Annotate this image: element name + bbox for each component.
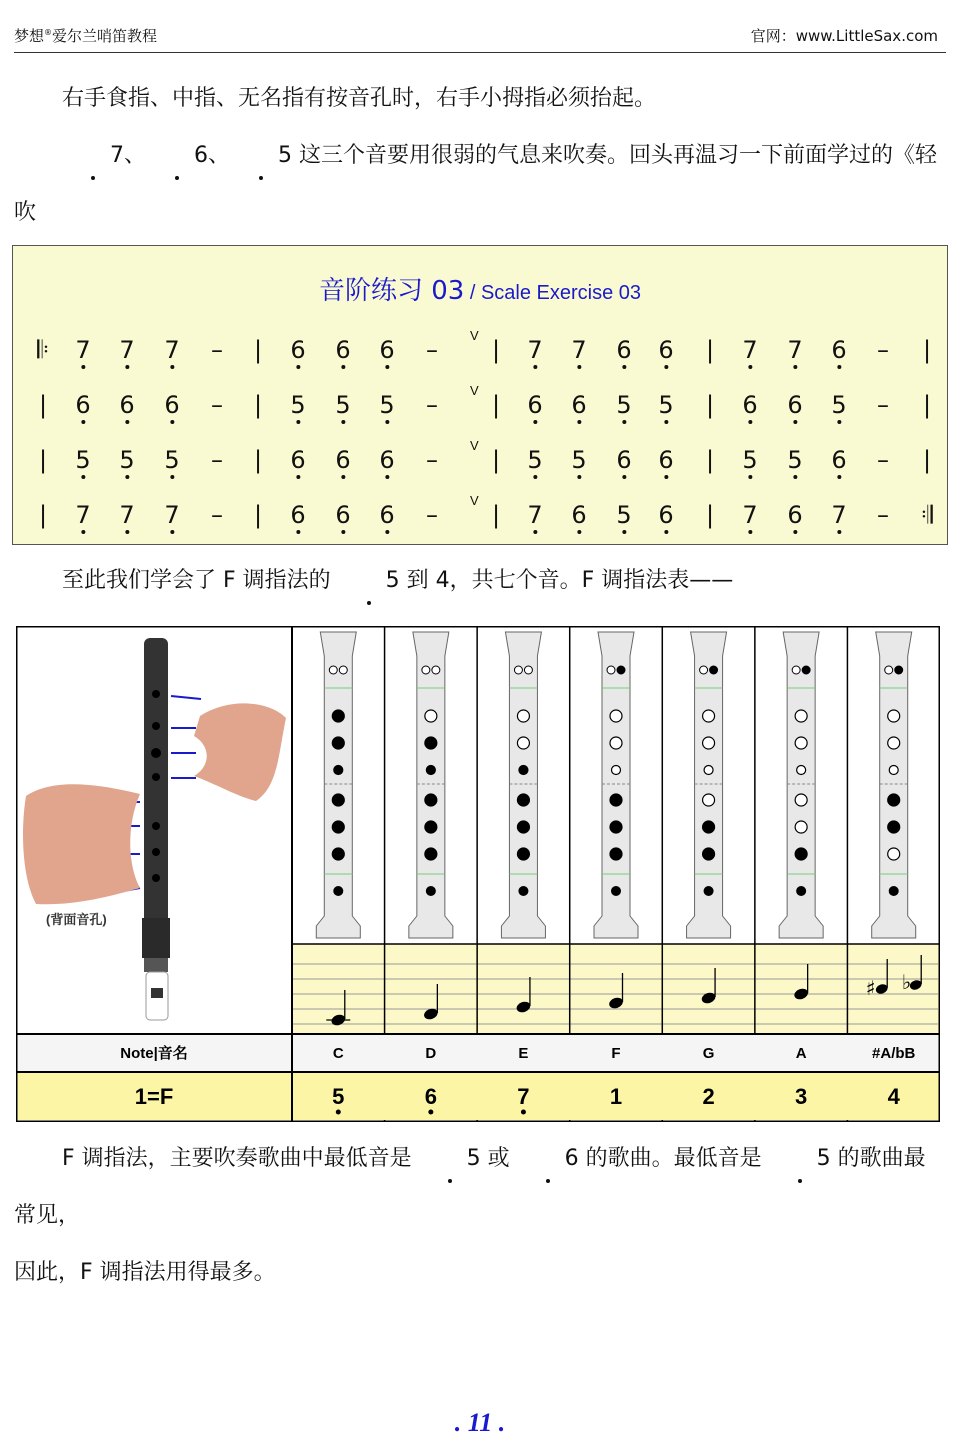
notation-note: 7 bbox=[742, 336, 757, 364]
notation-barline: | bbox=[705, 391, 715, 419]
low-octave-dot bbox=[521, 1110, 526, 1115]
notation-note: 5 bbox=[119, 446, 134, 474]
low-octave-dot bbox=[296, 475, 300, 479]
low-octave-dot bbox=[336, 1110, 341, 1115]
low-octave-dot bbox=[837, 475, 841, 479]
back-hole-icon bbox=[889, 886, 899, 896]
low-octave-dot bbox=[837, 365, 841, 369]
note-name: G bbox=[702, 1045, 715, 1062]
low-octave-dot bbox=[837, 420, 841, 424]
open-hole-icon bbox=[888, 710, 900, 722]
page-number: . 11 . bbox=[454, 1408, 506, 1437]
notation-note: 6 bbox=[379, 446, 394, 474]
notation-note: 5 bbox=[75, 446, 90, 474]
back-hole-icon bbox=[518, 886, 528, 896]
notation-barline: | bbox=[38, 446, 48, 474]
notation-note: 6 bbox=[379, 501, 394, 529]
open-hole-icon bbox=[795, 710, 807, 722]
low-octave-dot bbox=[296, 530, 300, 534]
closed-hole-icon bbox=[425, 821, 437, 833]
open-hole-icon bbox=[704, 766, 713, 775]
thumb-hole-icon bbox=[607, 666, 615, 674]
closed-hole-icon bbox=[425, 737, 437, 749]
closed-hole-icon bbox=[610, 794, 622, 806]
thumb-hole-icon bbox=[792, 666, 800, 674]
whistle-body bbox=[144, 638, 168, 928]
low-octave-dot bbox=[577, 475, 581, 479]
closed-hole-icon bbox=[703, 821, 715, 833]
notation-note: 6 bbox=[831, 336, 846, 364]
low-octave-dot bbox=[748, 420, 752, 424]
low-octave-dot bbox=[622, 365, 626, 369]
open-hole-icon bbox=[889, 766, 898, 775]
notation-note: 5 bbox=[616, 391, 631, 419]
back-hole-icon bbox=[426, 886, 436, 896]
closed-hole-icon bbox=[888, 821, 900, 833]
closed-hole-icon bbox=[888, 794, 900, 806]
open-hole-icon bbox=[797, 766, 806, 775]
jianpu-number: 7 bbox=[517, 1084, 530, 1109]
low-octave-dot bbox=[533, 420, 537, 424]
breath-mark: V bbox=[470, 383, 479, 398]
low-octave-dot bbox=[341, 365, 345, 369]
sharp-sign: ♯ bbox=[865, 976, 876, 1000]
photo-hole-4 bbox=[152, 822, 160, 830]
notation-barline: | bbox=[491, 336, 501, 364]
notation-note: 5 bbox=[290, 391, 305, 419]
notation-note: 6 bbox=[616, 446, 631, 474]
low-octave-dot bbox=[577, 530, 581, 534]
notation-note: 7 bbox=[75, 336, 90, 364]
closed-hole-icon bbox=[332, 848, 344, 860]
closed-hole-icon bbox=[610, 821, 622, 833]
thumb-hole-icon bbox=[339, 666, 347, 674]
notation-note: 5 bbox=[164, 446, 179, 474]
low-octave-dot bbox=[170, 420, 174, 424]
notation-note: 6 bbox=[527, 391, 542, 419]
low-octave-dot bbox=[81, 420, 85, 424]
closed-hole-icon bbox=[332, 794, 344, 806]
notation-note: 7 bbox=[742, 501, 757, 529]
notation-note: 6 bbox=[164, 391, 179, 419]
notation-barline: | bbox=[253, 336, 263, 364]
open-hole-icon bbox=[795, 821, 807, 833]
jianpu-number: 4 bbox=[887, 1084, 900, 1109]
scale-exercise-box bbox=[12, 245, 948, 545]
low-octave-dot bbox=[81, 365, 85, 369]
open-hole-icon bbox=[517, 737, 529, 749]
low-octave-dot bbox=[296, 365, 300, 369]
notation-barline: | bbox=[253, 501, 263, 529]
low-octave-dot bbox=[622, 530, 626, 534]
notation-dash: – bbox=[426, 391, 438, 419]
open-hole-icon bbox=[610, 710, 622, 722]
thumb-hole-icon bbox=[895, 666, 903, 674]
notation-note: 5 bbox=[742, 446, 757, 474]
notation-note: 7 bbox=[831, 501, 846, 529]
notation-note: 5 bbox=[527, 446, 542, 474]
flat-sign: ♭ bbox=[901, 970, 912, 994]
fingering-chart bbox=[16, 626, 940, 1122]
notation-note: 6 bbox=[119, 391, 134, 419]
back-hole-icon bbox=[704, 886, 714, 896]
notation-barline: 𝄇 bbox=[921, 501, 933, 529]
notation-dash: – bbox=[426, 446, 438, 474]
notation-barline: | bbox=[922, 391, 932, 419]
note-name: #A/bB bbox=[872, 1045, 916, 1062]
paragraph-summary: 至此我们学会了 F 调指法的 5 到 4，共七个音。F 调指法表—— bbox=[14, 552, 942, 609]
low-octave-dot bbox=[170, 365, 174, 369]
low-octave-dot bbox=[664, 530, 668, 534]
notation-note: 5 bbox=[831, 391, 846, 419]
notation-note: 6 bbox=[335, 336, 350, 364]
notation-note: 7 bbox=[527, 501, 542, 529]
notation-note: 5 bbox=[379, 391, 394, 419]
notation-note: 7 bbox=[571, 336, 586, 364]
notation-note: 7 bbox=[119, 501, 134, 529]
notation-barline: | bbox=[38, 501, 48, 529]
low-octave-dot bbox=[125, 420, 129, 424]
low-octave-dot bbox=[622, 420, 626, 424]
notation-dash: – bbox=[211, 336, 223, 364]
thumb-hole-icon bbox=[617, 666, 625, 674]
closed-hole-icon bbox=[332, 737, 344, 749]
closed-hole-icon bbox=[517, 848, 529, 860]
notation-note: 7 bbox=[164, 336, 179, 364]
thumb-hole-icon bbox=[432, 666, 440, 674]
thumb-hole-icon bbox=[700, 666, 708, 674]
notation-dash: – bbox=[877, 446, 889, 474]
open-hole-icon bbox=[425, 710, 437, 722]
thumb-hole-icon bbox=[329, 666, 337, 674]
notation-barline: | bbox=[38, 391, 48, 419]
open-hole-icon bbox=[610, 737, 622, 749]
low-octave-dot bbox=[81, 530, 85, 534]
notation-note: 6 bbox=[335, 446, 350, 474]
notation-note: 6 bbox=[335, 501, 350, 529]
low-octave-dot bbox=[385, 420, 389, 424]
notation-dash: – bbox=[877, 501, 889, 529]
notation-note: 6 bbox=[831, 446, 846, 474]
closed-hole-icon bbox=[425, 848, 437, 860]
notation-barline: | bbox=[922, 336, 932, 364]
low-octave-dot bbox=[341, 475, 345, 479]
low-octave-dot bbox=[533, 530, 537, 534]
whistle-window bbox=[151, 988, 163, 998]
notation-note: 6 bbox=[75, 391, 90, 419]
closed-hole-icon bbox=[517, 794, 529, 806]
notation-note: 6 bbox=[787, 391, 802, 419]
header-divider bbox=[14, 52, 946, 53]
notation-dash: – bbox=[426, 336, 438, 364]
notation-barline: | bbox=[491, 446, 501, 474]
low-octave-dot bbox=[385, 475, 389, 479]
notation-barline: | bbox=[705, 336, 715, 364]
header-brand: 梦想®爱尔兰哨笛教程 bbox=[14, 27, 158, 45]
closed-hole-icon bbox=[610, 848, 622, 860]
low-octave-dot bbox=[125, 475, 129, 479]
notation-note: 5 bbox=[571, 446, 586, 474]
low-octave-dot bbox=[793, 420, 797, 424]
paragraph-right-hand: 右手食指、中指、无名指有按音孔时，右手小拇指必须抬起。 bbox=[62, 86, 657, 111]
back-hole-icon bbox=[796, 886, 806, 896]
open-hole-icon bbox=[795, 737, 807, 749]
notation-note: 6 bbox=[658, 501, 673, 529]
jianpu-number: 6 bbox=[424, 1084, 437, 1109]
jianpu-number: 5 bbox=[332, 1084, 345, 1109]
notation-note: 6 bbox=[787, 501, 802, 529]
low-octave-dot bbox=[533, 365, 537, 369]
notation-barline: | bbox=[705, 501, 715, 529]
back-hole-icon bbox=[611, 886, 621, 896]
breath-mark: V bbox=[470, 493, 479, 508]
notation-note: 6 bbox=[571, 391, 586, 419]
left-hand bbox=[23, 784, 140, 904]
low-octave-dot bbox=[170, 475, 174, 479]
notation-note: 5 bbox=[658, 391, 673, 419]
low-octave-dot bbox=[664, 365, 668, 369]
low-octave-dot bbox=[385, 530, 389, 534]
notation-note: 7 bbox=[527, 336, 542, 364]
thumb-hole-icon bbox=[514, 666, 522, 674]
notation-barline: | bbox=[705, 446, 715, 474]
closed-hole-icon bbox=[795, 848, 807, 860]
low-octave-dot bbox=[428, 1110, 433, 1115]
open-hole-icon bbox=[612, 766, 621, 775]
jianpu-number: 2 bbox=[702, 1084, 715, 1109]
open-hole-icon bbox=[888, 737, 900, 749]
breath-mark: V bbox=[470, 438, 479, 453]
photo-hole-6 bbox=[152, 874, 160, 882]
notation-note: 6 bbox=[290, 336, 305, 364]
back-hole-icon bbox=[333, 886, 343, 896]
photo-hole-1 bbox=[152, 722, 160, 730]
whistle-band bbox=[144, 958, 168, 972]
notation-note: 6 bbox=[616, 336, 631, 364]
closed-hole-icon bbox=[425, 794, 437, 806]
notation-note: 7 bbox=[119, 336, 134, 364]
notation-note: 6 bbox=[571, 501, 586, 529]
paragraph-soft-breath: 7、 6、 5 这三个音要用很弱的气息来吹奏。回头再温习一下前面学过的《轻吹 bbox=[14, 127, 942, 298]
low-octave-dot bbox=[125, 365, 129, 369]
low-octave-dot bbox=[577, 365, 581, 369]
paragraph-usage: F 调指法，主要吹奏歌曲中最低音是 5 或 6 的歌曲。最低音是 5 的歌曲最常见， 因此，F 调指法用得最多。 bbox=[14, 1130, 942, 1301]
exercise-title: 音阶练习 03 / Scale Exercise 03 bbox=[318, 276, 642, 306]
low-octave-dot bbox=[793, 530, 797, 534]
notation-dash: – bbox=[211, 446, 223, 474]
low-octave-dot bbox=[837, 530, 841, 534]
open-hole-icon bbox=[703, 737, 715, 749]
photo-hole-2 bbox=[151, 748, 161, 758]
low-octave-dot bbox=[748, 475, 752, 479]
notation-barline: | bbox=[253, 446, 263, 474]
closed-hole-icon bbox=[332, 710, 344, 722]
note-name: E bbox=[518, 1045, 529, 1062]
notation-note: 7 bbox=[75, 501, 90, 529]
notation-barline: | bbox=[491, 501, 501, 529]
closed-hole-icon bbox=[517, 821, 529, 833]
low-octave-dot bbox=[81, 475, 85, 479]
note-name: A bbox=[795, 1045, 807, 1062]
closed-hole-icon bbox=[519, 766, 528, 775]
thumb-hole-icon bbox=[422, 666, 430, 674]
notation-dash: – bbox=[877, 391, 889, 419]
thumb-hole-icon bbox=[710, 666, 718, 674]
low-octave-dot bbox=[577, 420, 581, 424]
notation-note: 6 bbox=[290, 501, 305, 529]
low-octave-dot bbox=[533, 475, 537, 479]
low-octave-dot bbox=[296, 420, 300, 424]
notation-note: 6 bbox=[742, 391, 757, 419]
low-octave-dot bbox=[385, 365, 389, 369]
note-name: D bbox=[425, 1045, 437, 1062]
closed-hole-icon bbox=[334, 766, 343, 775]
jianpu-number: 1 bbox=[609, 1084, 623, 1109]
breath-mark: V bbox=[470, 328, 479, 343]
notation-barline: | bbox=[491, 391, 501, 419]
notation-note: 5 bbox=[787, 446, 802, 474]
closed-hole-icon bbox=[426, 766, 435, 775]
note-name: C bbox=[332, 1045, 344, 1062]
notation-note: 7 bbox=[164, 501, 179, 529]
notation-barline: | bbox=[922, 446, 932, 474]
low-octave-dot bbox=[664, 475, 668, 479]
notation-note: 7 bbox=[787, 336, 802, 364]
low-octave-dot bbox=[341, 420, 345, 424]
thumb-hole-icon bbox=[802, 666, 810, 674]
back-hole-label: (背面音孔) bbox=[46, 912, 107, 927]
low-octave-dot bbox=[341, 530, 345, 534]
key-label: 1=F bbox=[134, 1084, 174, 1109]
notation-dash: – bbox=[211, 501, 223, 529]
low-octave-dot bbox=[664, 420, 668, 424]
thumb-hole-icon bbox=[524, 666, 532, 674]
open-hole-icon bbox=[703, 794, 715, 806]
low-octave-dot bbox=[748, 365, 752, 369]
open-hole-icon bbox=[795, 794, 807, 806]
note-name: F bbox=[611, 1045, 621, 1062]
whistle-fipple-joint bbox=[142, 918, 170, 958]
notation-note: 6 bbox=[658, 336, 673, 364]
low-octave-dot bbox=[622, 475, 626, 479]
open-hole-icon bbox=[703, 710, 715, 722]
notation-dash: – bbox=[211, 391, 223, 419]
low-octave-dot bbox=[125, 530, 129, 534]
jianpu-number: 3 bbox=[795, 1084, 808, 1109]
notation-note: 5 bbox=[335, 391, 350, 419]
header-website[interactable]: 官网：www.LittleSax.com bbox=[750, 27, 938, 45]
notation-note: 5 bbox=[616, 501, 631, 529]
low-octave-dot bbox=[170, 530, 174, 534]
fingering-chart-svg bbox=[16, 626, 940, 1122]
notation-barline: | bbox=[253, 391, 263, 419]
notation-note: 6 bbox=[290, 446, 305, 474]
low-octave-dot bbox=[793, 365, 797, 369]
photo-hole-5 bbox=[152, 848, 160, 856]
open-hole-icon bbox=[888, 848, 900, 860]
thumb-hole-icon bbox=[885, 666, 893, 674]
page-header bbox=[0, 0, 960, 52]
low-octave-dot bbox=[793, 475, 797, 479]
notation-dash: – bbox=[877, 336, 889, 364]
staff-band bbox=[292, 944, 939, 1034]
notation-barline: 𝄆 bbox=[37, 336, 49, 364]
notation-dash: – bbox=[426, 501, 438, 529]
closed-hole-icon bbox=[332, 821, 344, 833]
notation-note: 6 bbox=[658, 446, 673, 474]
low-octave-dot bbox=[748, 530, 752, 534]
closed-hole-icon bbox=[703, 848, 715, 860]
note-label: Note|音名 bbox=[120, 1045, 188, 1062]
photo-hole-thumb bbox=[152, 690, 160, 698]
notation-note: 6 bbox=[379, 336, 394, 364]
photo-hole-3 bbox=[152, 773, 160, 781]
open-hole-icon bbox=[517, 710, 529, 722]
